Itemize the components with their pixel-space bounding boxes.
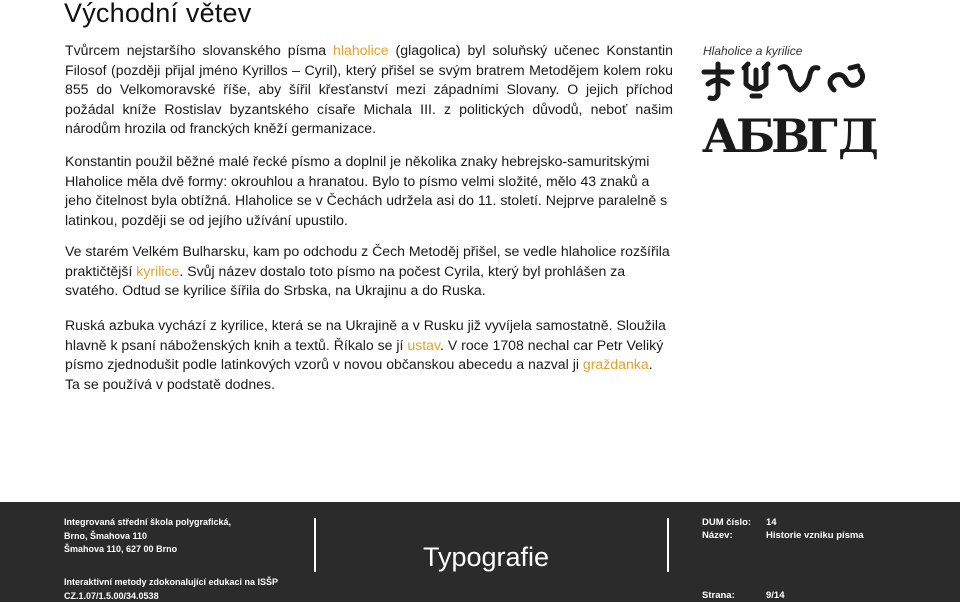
figure-caption: Hlaholice a kyrilice [703, 44, 802, 58]
nazev-value: Historie vzniku písma [766, 530, 864, 541]
cyrillic-letter-ve: В [771, 109, 810, 160]
text-segment: (glagolica) byl soluňský učenec Konstantin Filosof (později přijal jméno Kyrillos – Cyril), který přišel se svým bratrem Metodějem kolem roku 855 do Velkomoravské říše, aby šířil křesťanství mezi západními Slovany. O jejich příchod požádal kníže Rostislav byzantského císaře Michala III. z politických důvodů, neboť našim národům hrozila od franckých kněží germanizace. [65, 42, 673, 136]
nazev-label: Název: [702, 530, 733, 541]
school-line: Šmahova 110, 627 00 Brno [64, 543, 231, 557]
paragraph-azbuka [65, 316, 671, 394]
school-line: Integrovaná střední škola polygrafická, [64, 516, 231, 530]
project-line: CZ.1.07/1.5.00/34.0538 [64, 590, 278, 603]
text-segment: . Ta se používá v podstatě dodnes. [65, 356, 653, 392]
strana-label: Strana: [702, 590, 735, 601]
school-info [64, 516, 231, 557]
project-info [64, 576, 278, 603]
term-kyrilice: kyrilice [136, 263, 179, 279]
glagolitic-cyrillic-figure [700, 60, 882, 160]
cyrillic-letter-de: Д [838, 109, 879, 160]
term-ustav: ustav [407, 337, 440, 353]
cyrillic-letter-be: Б [736, 109, 775, 160]
cyrillic-letter-a: А [702, 109, 740, 160]
dum-label: DUM číslo: [702, 517, 751, 528]
dum-value: 14 [766, 517, 777, 528]
text-segment: Konstantin použil běžné malé řecké písmo a doplnil je několika znaky hebrejsko-samuritskými Hlaholice měla dvě formy: okrouhlou a hranatou. Bylo to písmo velmi složité, mělo 43 znaků a jeho čitelnost byla obtížná. Hlaholice se v Čechách udržela asi do 11. století. Nejprve paralelně s latinkou, později se od jejího užívání upustilo. [65, 153, 667, 228]
term-hlaholice: hlaholice [333, 42, 389, 58]
footer-divider [314, 518, 316, 572]
text-segment: Ve starém Velkém Bulharsku, kam po odchodu z Čech Metoděj přišel, se vedle hlaholice rozšířila praktičtější [65, 243, 670, 279]
text-segment: . V roce 1708 nechal car Petr Veliký písmo zjednodušit podle latinkových vzorů v novou občanskou abecedu a nazval ji [65, 337, 663, 373]
page-title: Východní větev [64, 0, 251, 29]
paragraph-hlaholice-forms [65, 152, 671, 230]
text-segment: Tvůrcem nejstaršího slovanského písma [65, 42, 333, 58]
text-segment: . Svůj název dostalo toto písmo na počest Cyrila, který byl prohlášen za svatého. Odtud se kyrilice šířila do Srbska, na Ukrajinu a do Ruska. [65, 263, 625, 299]
paragraph-kyrilice [65, 242, 671, 301]
strana-value: 9/14 [766, 590, 785, 601]
footer [0, 502, 960, 602]
project-line: Interaktivní metody zdokonalující edukaci na ISŠP [64, 576, 278, 590]
term-grazdanka: graždanka [583, 356, 649, 372]
glagolitic-letters-image [704, 64, 863, 99]
subject-title: Typografie [423, 542, 549, 573]
cyrillic-letter-ge: Г [806, 109, 838, 160]
footer-divider [667, 518, 669, 572]
school-line: Brno, Šmahova 110 [64, 530, 231, 544]
cyrillic-letters [702, 109, 879, 160]
paragraph-hlaholice-origin [65, 41, 673, 139]
text-segment: Ruská azbuka vychází z kyrilice, která se na Ukrajině a v Rusku již vyvíjela samostatně. Sloužila hlavně k psaní náboženských knih a textů. Říkalo se jí [65, 317, 666, 353]
